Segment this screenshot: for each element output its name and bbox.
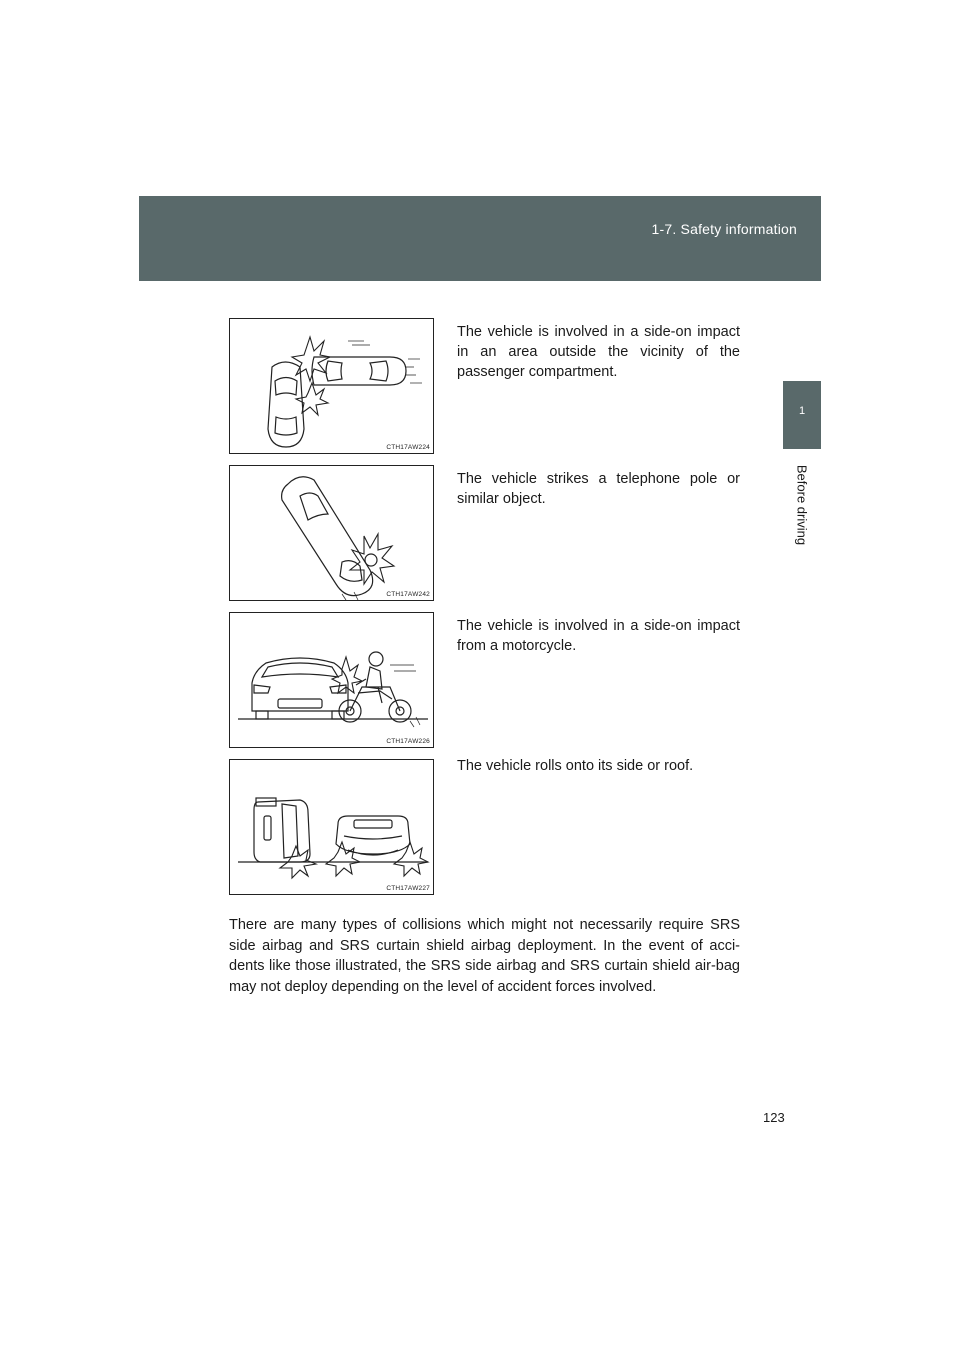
figure-pole-impact (229, 465, 434, 601)
section-title: 1-7. Safety information (651, 221, 797, 237)
figure-code: CTH17AW227 (386, 885, 430, 892)
figure-caption: The vehicle rolls onto its side or roof. (457, 758, 694, 774)
figure-side-impact (229, 318, 434, 454)
chapter-tab (783, 381, 821, 449)
chapter-label-text: Before driving (794, 464, 810, 546)
figure-rollover (229, 759, 434, 895)
page-number: 123 (763, 1110, 785, 1125)
figure-code: CTH17AW224 (386, 444, 430, 451)
side-impact-cars-icon (230, 319, 435, 455)
figure-motorcycle-impact (229, 612, 434, 748)
figure-caption: The vehicle strikes a telephone pole or similar object. (457, 471, 740, 507)
pole-impact-car-icon (230, 466, 435, 602)
figure-code: CTH17AW226 (386, 738, 430, 745)
figure-caption: The vehicle is involved in a side-on impact from a motorcycle. (457, 618, 740, 654)
chapter-number: 1 (798, 405, 806, 417)
body-paragraph: There are many types of collisions which might not necessarily require SRS side airbag and SRS curtain shield airbag deployment. In the event of acci-dents like those illustrated, the SRS side airbag and SRS curtain shield air-bag may not deploy depending on the level of accident forces involved. (229, 917, 740, 995)
rollover-cars-icon (230, 760, 435, 896)
section-header-bar (139, 196, 821, 281)
motorcycle-impact-icon (230, 613, 435, 749)
figure-code: CTH17AW242 (386, 591, 430, 598)
chapter-label (777, 450, 827, 560)
figure-caption: The vehicle is involved in a side-on impact in an area outside the vicinity of the passenger compartment. (457, 324, 740, 380)
